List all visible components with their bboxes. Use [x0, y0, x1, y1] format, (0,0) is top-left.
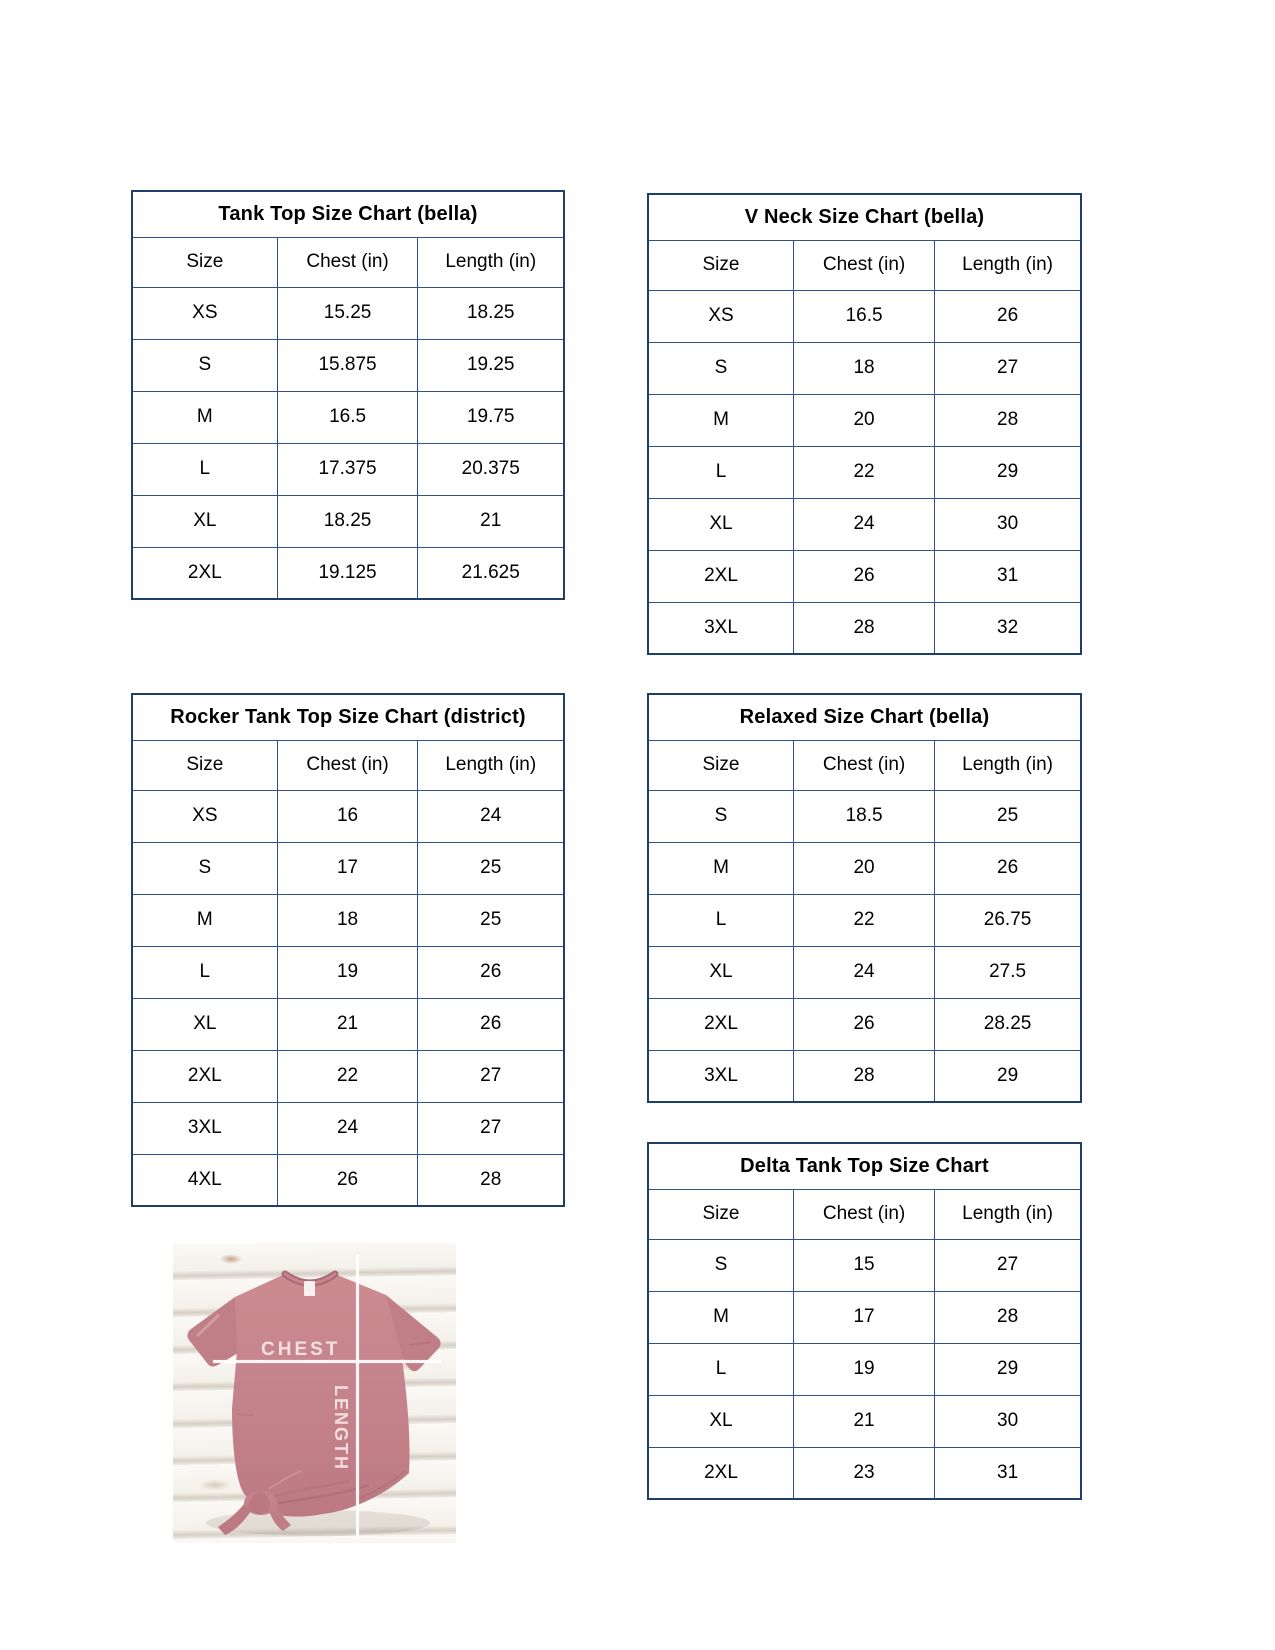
table-cell: L	[132, 946, 277, 998]
table-cell: 16	[277, 790, 418, 842]
table-cell: 22	[277, 1050, 418, 1102]
table-cell: 17.375	[277, 443, 418, 495]
column-header-chest: Chest (in)	[793, 240, 934, 290]
table-row	[648, 1239, 1081, 1291]
table-cell: 21	[277, 998, 418, 1050]
table-row	[648, 498, 1081, 550]
table-cell: 24	[418, 790, 564, 842]
table-cell: 17	[793, 1291, 934, 1343]
table-cell: 28	[935, 394, 1081, 446]
column-header-size: Size	[648, 240, 793, 290]
table-cell: 24	[793, 946, 934, 998]
table-cell: 2XL	[132, 1050, 277, 1102]
table-cell: 4XL	[132, 1154, 277, 1206]
table-cell: XS	[648, 290, 793, 342]
table-cell: 2XL	[648, 550, 793, 602]
column-header-length: Length (in)	[935, 1189, 1081, 1239]
table-cell: 32	[935, 602, 1081, 654]
column-header-size: Size	[648, 1189, 793, 1239]
table-cell: 28.25	[935, 998, 1081, 1050]
table	[131, 693, 565, 1207]
table-row	[648, 446, 1081, 498]
table-row	[648, 394, 1081, 446]
table-cell: 29	[935, 446, 1081, 498]
relaxed-size-table	[647, 693, 1082, 1103]
table-cell: M	[648, 842, 793, 894]
table-cell: 26	[935, 290, 1081, 342]
table-cell: M	[132, 894, 277, 946]
table-cell: 15.25	[277, 287, 418, 339]
table-cell: XL	[648, 1395, 793, 1447]
table	[647, 1142, 1082, 1500]
table-row	[132, 1050, 564, 1102]
table	[647, 693, 1082, 1103]
table-cell: L	[648, 894, 793, 946]
table-cell: S	[648, 342, 793, 394]
table-cell: 18	[793, 342, 934, 394]
table-cell: 19	[277, 946, 418, 998]
table-cell: XS	[132, 287, 277, 339]
table-row	[132, 443, 564, 495]
table-body	[648, 290, 1081, 654]
table-row	[648, 998, 1081, 1050]
table-row	[648, 342, 1081, 394]
table-cell: 26	[418, 946, 564, 998]
table-row	[648, 790, 1081, 842]
table-body	[648, 1239, 1081, 1499]
t-shirt-graphic	[173, 1243, 456, 1541]
table-cell: XL	[648, 498, 793, 550]
table	[131, 190, 565, 600]
table-cell: 25	[418, 894, 564, 946]
table-cell: 20.375	[418, 443, 564, 495]
table-cell: 21.625	[418, 547, 564, 599]
table-row	[132, 790, 564, 842]
table-cell: XL	[648, 946, 793, 998]
table-row	[132, 391, 564, 443]
table-cell: 18.5	[793, 790, 934, 842]
length-measurement-label: LENGTH	[331, 1385, 351, 1471]
table-row	[132, 547, 564, 599]
table-cell: 17	[277, 842, 418, 894]
table-title-row	[132, 191, 564, 237]
v-neck-size-table	[647, 193, 1082, 655]
table-cell: 28	[418, 1154, 564, 1206]
table-body	[648, 790, 1081, 1102]
table-cell: 24	[277, 1102, 418, 1154]
table-title: Delta Tank Top Size Chart	[648, 1143, 1081, 1189]
table-cell: 19.125	[277, 547, 418, 599]
column-header-length: Length (in)	[418, 237, 564, 287]
table-cell: 26	[935, 842, 1081, 894]
table-cell: 29	[935, 1050, 1081, 1102]
table-cell: 28	[793, 1050, 934, 1102]
column-header-length: Length (in)	[418, 740, 564, 790]
table-row	[648, 1343, 1081, 1395]
table-cell: 27	[935, 1239, 1081, 1291]
column-header-chest: Chest (in)	[277, 237, 418, 287]
delta-tank-top-size-table	[647, 1142, 1082, 1500]
table-title: Relaxed Size Chart (bella)	[648, 694, 1081, 740]
table	[647, 193, 1082, 655]
table-row	[648, 1050, 1081, 1102]
table-header-row	[132, 237, 564, 287]
table-row	[132, 287, 564, 339]
table-cell: 3XL	[648, 602, 793, 654]
column-header-chest: Chest (in)	[793, 1189, 934, 1239]
table-cell: S	[132, 339, 277, 391]
table-cell: 21	[793, 1395, 934, 1447]
table-cell: 3XL	[648, 1050, 793, 1102]
table-title: Tank Top Size Chart (bella)	[132, 191, 564, 237]
table-cell: 26.75	[935, 894, 1081, 946]
column-header-length: Length (in)	[935, 740, 1081, 790]
chest-measurement-label: CHEST	[261, 1339, 341, 1360]
table-cell: L	[648, 446, 793, 498]
table-header-row	[132, 740, 564, 790]
table-row	[648, 602, 1081, 654]
table-cell: 18.25	[418, 287, 564, 339]
table-cell: 27	[935, 342, 1081, 394]
table-cell: 26	[418, 998, 564, 1050]
table-cell: 19	[793, 1343, 934, 1395]
table-cell: S	[132, 842, 277, 894]
table-cell: 20	[793, 394, 934, 446]
table-cell: 3XL	[132, 1102, 277, 1154]
table-cell: 27	[418, 1102, 564, 1154]
table-title: V Neck Size Chart (bella)	[648, 194, 1081, 240]
tank-top-size-table	[131, 190, 565, 600]
table-row	[648, 946, 1081, 998]
table-title-row	[648, 1143, 1081, 1189]
table-cell: 29	[935, 1343, 1081, 1395]
table-row	[648, 1291, 1081, 1343]
table-title-row	[132, 694, 564, 740]
table-cell: 26	[793, 998, 934, 1050]
table-cell: 16.5	[793, 290, 934, 342]
table-row	[132, 1102, 564, 1154]
table-cell: M	[132, 391, 277, 443]
rocker-tank-top-size-table	[131, 693, 565, 1207]
table-title-row	[648, 694, 1081, 740]
table-cell: 26	[277, 1154, 418, 1206]
table-cell: S	[648, 1239, 793, 1291]
table-cell: 31	[935, 550, 1081, 602]
table-cell: XL	[132, 998, 277, 1050]
table-header-row	[648, 1189, 1081, 1239]
table-header-row	[648, 240, 1081, 290]
column-header-chest: Chest (in)	[277, 740, 418, 790]
table-body	[132, 287, 564, 599]
table-row	[132, 842, 564, 894]
column-header-length: Length (in)	[935, 240, 1081, 290]
table-title: Rocker Tank Top Size Chart (district)	[132, 694, 564, 740]
table-cell: M	[648, 394, 793, 446]
table-cell: 15	[793, 1239, 934, 1291]
column-header-chest: Chest (in)	[793, 740, 934, 790]
table-cell: 31	[935, 1447, 1081, 1499]
length-measure-line	[356, 1255, 359, 1539]
column-header-size: Size	[132, 740, 277, 790]
table-cell: 2XL	[132, 547, 277, 599]
column-header-size: Size	[132, 237, 277, 287]
table-row	[132, 998, 564, 1050]
table-cell: 28	[935, 1291, 1081, 1343]
table-cell: 16.5	[277, 391, 418, 443]
table-cell: 26	[793, 550, 934, 602]
table-title-row	[648, 194, 1081, 240]
table-cell: 30	[935, 498, 1081, 550]
table-row	[132, 495, 564, 547]
care-label	[304, 1281, 315, 1296]
table-row	[648, 894, 1081, 946]
table-cell: 24	[793, 498, 934, 550]
table-header-row	[648, 740, 1081, 790]
table-cell: 27.5	[935, 946, 1081, 998]
table-cell: XS	[132, 790, 277, 842]
table-row	[648, 1447, 1081, 1499]
table-cell: 18.25	[277, 495, 418, 547]
table-cell: 25	[935, 790, 1081, 842]
table-cell: 25	[418, 842, 564, 894]
table-cell: L	[132, 443, 277, 495]
table-row	[132, 946, 564, 998]
table-body	[132, 790, 564, 1206]
table-row	[648, 842, 1081, 894]
table-row	[132, 894, 564, 946]
table-cell: 19.25	[418, 339, 564, 391]
table-cell: 2XL	[648, 1447, 793, 1499]
table-cell: 19.75	[418, 391, 564, 443]
table-cell: XL	[132, 495, 277, 547]
table-row	[648, 290, 1081, 342]
column-header-size: Size	[648, 740, 793, 790]
table-row	[648, 550, 1081, 602]
table-cell: 22	[793, 446, 934, 498]
table-row	[132, 339, 564, 391]
table-cell: 23	[793, 1447, 934, 1499]
table-row	[648, 1395, 1081, 1447]
table-cell: 18	[277, 894, 418, 946]
table-cell: 21	[418, 495, 564, 547]
table-cell: 2XL	[648, 998, 793, 1050]
table-cell: 20	[793, 842, 934, 894]
table-cell: 28	[793, 602, 934, 654]
table-cell: 27	[418, 1050, 564, 1102]
table-row	[132, 1154, 564, 1206]
table-cell: S	[648, 790, 793, 842]
table-cell: 22	[793, 894, 934, 946]
shirt-measurement-photo	[173, 1243, 456, 1543]
table-cell: L	[648, 1343, 793, 1395]
table-cell: M	[648, 1291, 793, 1343]
table-cell: 30	[935, 1395, 1081, 1447]
table-cell: 15.875	[277, 339, 418, 391]
